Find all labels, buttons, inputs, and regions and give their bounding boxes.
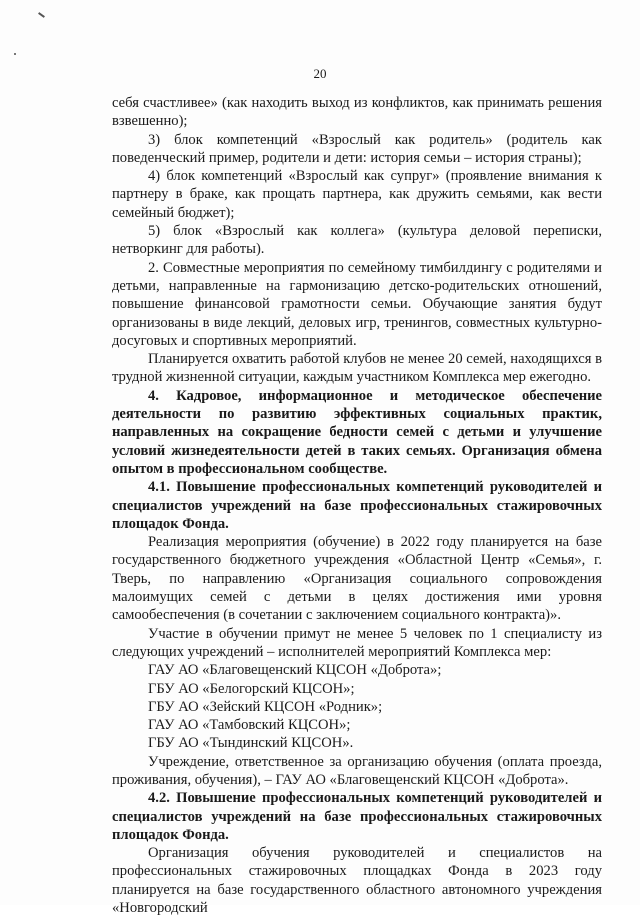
subsection-heading: 4.1. Повышение профессиональных компетенций руководителей и специалистов учреждений на базе профессиональных стажировочных площадок Фонда. <box>112 479 602 532</box>
paragraph: 2. Совместные мероприятия по семейному тимбилдингу с родителями и детьми, направленные на гармонизацию детско-родительских отношений, повышение финансовой грамотности семьи. Обучающие занятия будут организованы в виде лекций, деловых игр, тренингов, совместных культурно-досуговых и спортивных мероприятий. <box>112 259 602 349</box>
document-body <box>112 94 602 917</box>
list-item: ГАУ АО «Тамбовский КЦСОН»; <box>148 717 351 734</box>
scan-speck <box>38 12 45 18</box>
list-item: ГАУ АО «Благовещенский КЦСОН «Доброта»; <box>148 662 442 679</box>
subsection-heading: 4.2. Повышение профессиональных компетенций руководителей и специалистов учреждений на базе профессиональных стажировочных площадок Фонда. <box>112 790 602 843</box>
list-item: ГБУ АО «Белогорский КЦСОН»; <box>148 680 355 697</box>
paragraph: 5) блок «Взрослый как коллега» (культура деловой переписки, нетворкинг для работы). <box>112 223 602 258</box>
list-item: ГБУ АО «Тындинский КЦСОН». <box>148 735 354 752</box>
list-item: ГБУ АО «Зейский КЦСОН «Родник»; <box>148 698 383 715</box>
paragraph: 3) блок компетенций «Взрослый как родитель» (родитель как поведенческий пример, родители и дети: история семьи – история страны); <box>112 131 602 166</box>
section-heading: 4. Кадровое, информационное и методическое обеспечение деятельности по развитию эффективных социальных практик, направленных на сокращение бедности семей с детьми и улучшение условий жизнедеятельности детей в таких семьях. Организация обмена опытом в профессиональном сообществе. <box>112 387 602 477</box>
page-number: 20 <box>313 66 327 81</box>
paragraph: Учреждение, ответственное за организацию обучения (оплата проезда, проживания, обучения), – ГАУ АО «Благовещенский КЦСОН «Доброта». <box>112 753 602 788</box>
paragraph: Участие в обучении примут не менее 5 человек по 1 специалисту из следующих учреждений – исполнителей мероприятий Комплекса мер: <box>112 625 602 660</box>
paragraph: Организация обучения руководителей и специалистов на профессиональных стажировочных площадках Фонда в 2023 году планируется на базе государственного областного автономного учреждения «Новгородский <box>112 845 602 917</box>
paragraph: себя счастливее» (как находить выход из конфликтов, как принимать решения взвешенно); <box>112 95 602 130</box>
paragraph: Планируется охватить работой клубов не менее 20 семей, находящихся в трудной жизненной ситуации, каждым участником Комплекса мер ежегодно. <box>112 351 602 386</box>
paragraph: 4) блок компетенций «Взрослый как супруг» (проявление внимания к партнеру в браке, как прощать партнера, как дружить семьями, как вести семейный бюджет); <box>112 168 602 221</box>
scan-speck <box>14 53 16 55</box>
paragraph: Реализация мероприятия (обучение) в 2022 году планируется на базе государственного бюджетного учреждения «Областной Центр «Семья», г. Тверь, по направлению «Организация социального сопровождения малоимущих семей с детьми в целях достижения ими уровня самообеспечения (в сочетании с заключением социального контракта)». <box>112 534 602 624</box>
